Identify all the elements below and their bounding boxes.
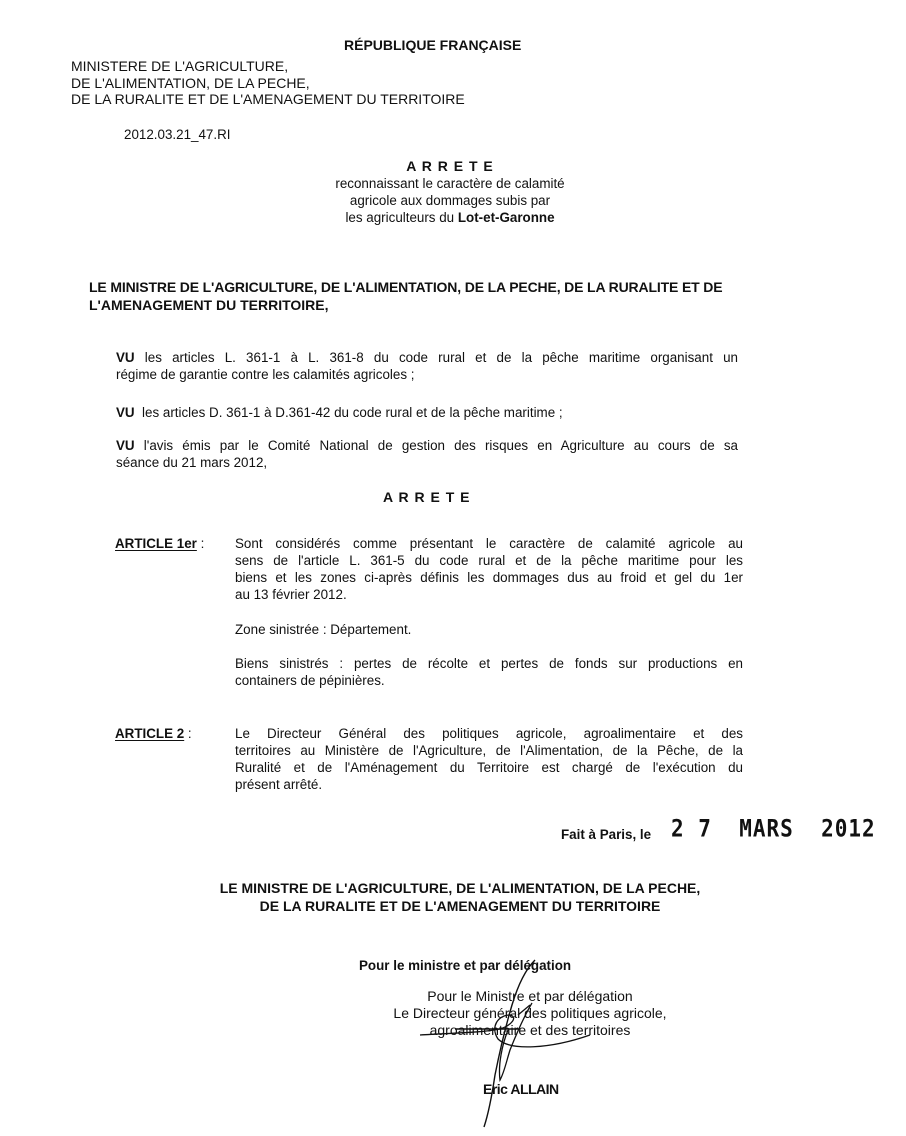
handwritten-signature — [400, 955, 660, 1135]
visa-1-line-2: régime de garantie contre les calamités agricoles ; — [116, 367, 415, 382]
minister-signature-heading — [200, 879, 720, 915]
article-1-biens-line-2: containers de pépinières. — [235, 673, 385, 688]
subtitle-line-1: reconnaissant le caractère de calamité — [335, 176, 565, 191]
article-2-line-2: territoires au Ministère de l'Agriculture, de l'Alimentation, de la Pêche, de la — [235, 743, 743, 758]
ministry-line-1: MINISTERE DE L'AGRICULTURE, — [71, 58, 289, 74]
stamp-line-3: agroalimentaire et des territoires — [429, 1022, 631, 1038]
article-1-separator: : — [196, 536, 205, 551]
department-name: Lot-et-Garonne — [457, 210, 555, 225]
subtitle-prefix: les agriculteurs du — [345, 210, 458, 225]
visa-2-prefix: VU — [116, 405, 135, 420]
reference-number: 2012.03.21_47.RI — [124, 127, 231, 142]
ministry-line-2: DE L'ALIMENTATION, DE LA PECHE, — [71, 75, 310, 91]
delegation-line: Pour le ministre et par délégation — [359, 958, 572, 973]
visa-3-prefix: VU — [116, 438, 135, 453]
article-1-zone: Zone sinistrée : Département. — [235, 622, 412, 637]
ministry-line-3: DE LA RURALITE ET DE L'AMENAGEMENT DU TERRITOIRE — [71, 91, 465, 107]
article-2-separator: : — [184, 726, 192, 741]
visa-3-line-2: séance du 21 mars 2012, — [116, 455, 268, 470]
visa-3-line-1: l'avis émis par le Comité National de gestion des risques en Agriculture au cours de sa — [134, 438, 738, 453]
article-1-body — [235, 535, 743, 603]
minister-heading-line-2: DE LA RURALITE ET DE L'AMENAGEMENT DU TERRITOIRE — [259, 898, 661, 914]
article-2-title: ARTICLE 2 — [115, 726, 185, 741]
article-2-body — [235, 725, 743, 793]
article-2-label — [115, 726, 192, 741]
article-1-label — [115, 536, 204, 551]
article-2-line-3: Ruralité et de l'Aménagement du Territoire est chargé de l'exécution du — [235, 760, 743, 775]
article-1-line-1: Sont considérés comme présentant le caractère de calamité agricole au — [235, 536, 743, 551]
minister-intro-line-2: L'AMENAGEMENT DU TERRITOIRE, — [89, 297, 329, 313]
arrete-title: A R R E T E — [406, 158, 494, 174]
visa-2 — [116, 404, 563, 421]
minister-intro-line-1: LE MINISTRE DE L'AGRICULTURE, DE L'ALIMENTATION, DE LA PECHE, DE LA RURALITE ET DE — [89, 279, 723, 295]
article-1-biens-line-1: Biens sinistrés : pertes de récolte et pertes de fonds sur productions en — [235, 656, 743, 671]
stamp-line-1: Pour le Ministre et par délégation — [427, 988, 633, 1004]
republic-heading: RÉPUBLIQUE FRANÇAISE — [344, 37, 522, 53]
place-label: Fait à Paris, le — [561, 827, 652, 842]
arrete-heading: A R R E T E — [383, 489, 471, 505]
visa-1 — [116, 349, 738, 383]
visa-1-prefix: VU — [116, 350, 135, 365]
stamp-line-2: Le Directeur général des politiques agricole, — [393, 1005, 667, 1021]
visa-1-line-1: les articles L. 361-1 à L. 361-8 du code rural et de la pêche maritime organisant un — [134, 350, 738, 365]
subtitle-line-2: agricole aux dommages subis par — [349, 193, 551, 208]
title-block — [300, 158, 600, 226]
article-1-title: ARTICLE 1er — [115, 536, 197, 551]
article-1-line-2: sens de l'article L. 361-5 du code rural et de la pêche maritime pour les — [235, 553, 743, 568]
article-1-line-3: biens et les zones ci-après définis les dommages dus au froid et gel du 1er — [235, 570, 743, 585]
subtitle-line-3 — [300, 209, 600, 226]
minister-heading-line-1: LE MINISTRE DE L'AGRICULTURE, DE L'ALIMENTATION, DE LA PECHE, — [219, 880, 701, 896]
article-1-biens — [235, 655, 743, 689]
article-2-line-4: présent arrêté. — [235, 777, 323, 792]
date-stamp: 2 7 MARS 2012 — [671, 814, 876, 842]
visa-2-line-1: les articles D. 361-1 à D.361-42 du code rural et de la pêche maritime ; — [134, 405, 563, 420]
article-1-line-4: au 13 février 2012. — [235, 587, 347, 602]
signatory-name: Eric ALLAIN — [483, 1081, 559, 1097]
article-2-line-1: Le Directeur Général des politiques agricole, agroalimentaire et des — [235, 726, 743, 741]
visa-3 — [116, 437, 738, 471]
